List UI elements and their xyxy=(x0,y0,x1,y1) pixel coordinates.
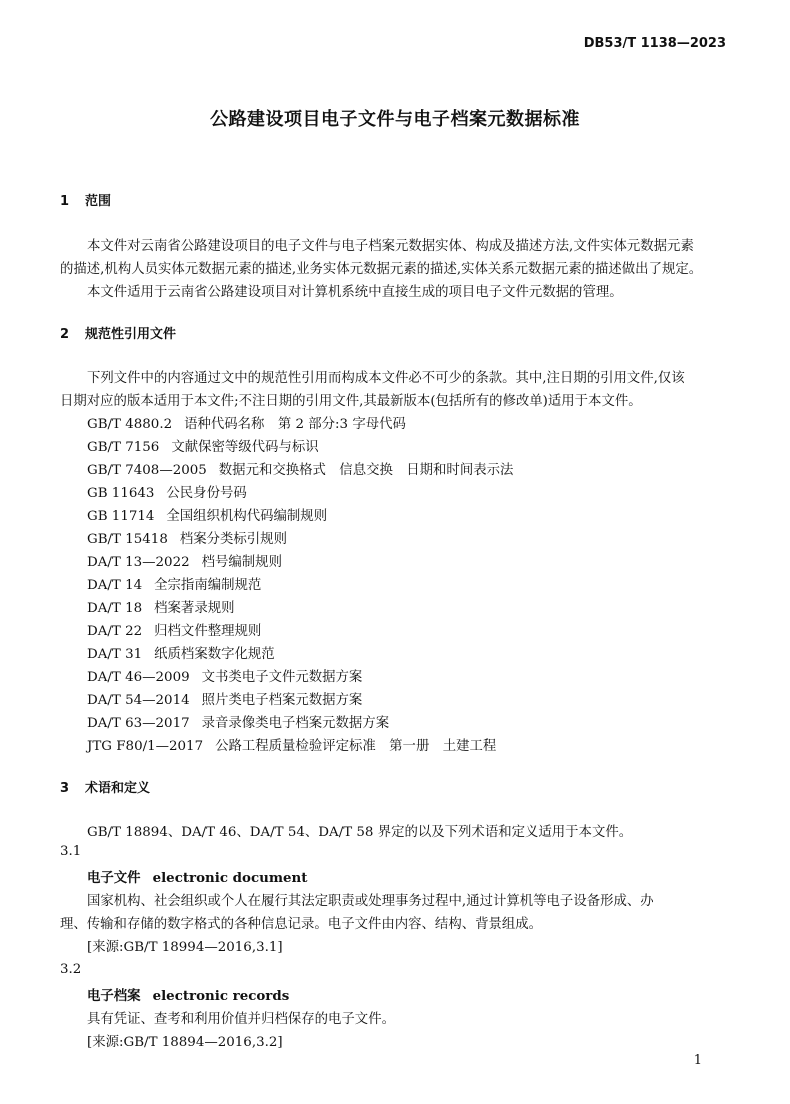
reference-code: DA/T 63—2017 xyxy=(87,716,190,731)
references-intro-line-2: 日期对应的版本适用于本文件;不注日期的引用文件,其最新版本(包括所有的修改单)适用于本文件。 xyxy=(60,394,642,409)
reference-code: DA/T 31 xyxy=(87,647,143,662)
term-definition-line-1: 国家机构、社会组织或个人在履行其法定职责或处理事务过程中,通过计算机等电子设备形成、办 xyxy=(87,894,654,909)
term-chinese: 电子文件 xyxy=(87,870,141,886)
term-entry xyxy=(87,867,307,886)
section-3-heading xyxy=(60,777,150,796)
reference-code: DA/T 54—2014 xyxy=(87,693,190,708)
reference-code: GB/T 7408—2005 xyxy=(87,463,207,478)
reference-title: 语种代码名称 第 2 部分:3 字母代码 xyxy=(184,417,406,432)
reference-item xyxy=(87,574,261,593)
reference-title: 档案分类标引规则 xyxy=(179,532,287,547)
scope-paragraph-1-line-2: 的描述,机构人员实体元数据元素的描述,业务实体元数据元素的描述,实体关系元数据元素的描述做出了规定。 xyxy=(60,262,703,277)
document-title: 公路建设项目电子文件与电子档案元数据标准 xyxy=(210,109,580,130)
section-number: 3 xyxy=(60,781,70,796)
section-number: 1 xyxy=(60,194,70,209)
reference-code: DA/T 13—2022 xyxy=(87,555,190,570)
term-source: [来源:GB/T 18894—2016,3.2] xyxy=(87,1035,283,1050)
scope-paragraph-1-line-1: 本文件对云南省公路建设项目的电子文件与电子档案元数据实体、构成及描述方法,文件实体元数据元素 xyxy=(87,239,694,254)
reference-code: DA/T 18 xyxy=(87,601,143,616)
scope-paragraph-2: 本文件适用于云南省公路建设项目对计算机系统中直接生成的项目电子文件元数据的管理。 xyxy=(87,285,623,300)
terms-intro: GB/T 18894、DA/T 46、DA/T 54、DA/T 58 界定的以及下列术语和定义适用于本文件。 xyxy=(87,825,633,840)
reference-item xyxy=(87,482,247,501)
page-number: 1 xyxy=(693,1053,702,1068)
reference-title: 归档文件整理规则 xyxy=(154,624,262,639)
section-1-heading xyxy=(60,190,111,209)
reference-item xyxy=(87,643,275,662)
section-number: 2 xyxy=(60,327,70,342)
term-chinese: 电子档案 xyxy=(87,988,141,1004)
reference-code: GB/T 7156 xyxy=(87,440,160,455)
reference-item xyxy=(87,413,406,432)
section-title: 规范性引用文件 xyxy=(85,327,177,342)
references-intro-line-1: 下列文件中的内容通过文中的规范性引用而构成本文件必不可少的条款。其中,注日期的引用文件,仅该 xyxy=(87,371,685,386)
reference-title: 档案著录规则 xyxy=(154,601,235,616)
term-entry xyxy=(87,985,289,1004)
clause-number: 3.2 xyxy=(60,962,82,977)
reference-title: 文书类电子文件元数据方案 xyxy=(201,670,363,685)
standard-number: DB53/T 1138—2023 xyxy=(583,36,726,51)
clause-number: 3.1 xyxy=(60,844,82,859)
reference-code: DA/T 46—2009 xyxy=(87,670,190,685)
term-english: electronic document xyxy=(152,870,308,886)
reference-title: 纸质档案数字化规范 xyxy=(154,647,275,662)
reference-code: GB 11714 xyxy=(87,509,155,524)
reference-title: 数据元和交换格式 信息交换 日期和时间表示法 xyxy=(218,463,514,478)
reference-item xyxy=(87,735,496,754)
reference-code: JTG F80/1—2017 xyxy=(87,739,204,754)
section-title: 范围 xyxy=(85,194,112,209)
reference-code: GB 11643 xyxy=(87,486,155,501)
reference-item xyxy=(87,712,389,731)
reference-item xyxy=(87,436,319,455)
reference-item xyxy=(87,666,362,685)
reference-title: 档号编制规则 xyxy=(201,555,282,570)
reference-item xyxy=(87,459,513,478)
reference-title: 照片类电子档案元数据方案 xyxy=(201,693,363,708)
reference-code: DA/T 22 xyxy=(87,624,143,639)
reference-code: GB/T 4880.2 xyxy=(87,417,173,432)
reference-item xyxy=(87,551,282,570)
term-definition-line-1: 具有凭证、查考和利用价值并归档保存的电子文件。 xyxy=(87,1012,395,1027)
reference-item xyxy=(87,689,362,708)
reference-title: 公路工程质量检验评定标准 第一册 土建工程 xyxy=(215,739,497,754)
reference-code: DA/T 14 xyxy=(87,578,143,593)
section-2-heading xyxy=(60,323,176,342)
reference-title: 文献保密等级代码与标识 xyxy=(171,440,319,455)
reference-title: 全宗指南编制规范 xyxy=(154,578,262,593)
reference-item xyxy=(87,528,287,547)
reference-item xyxy=(87,597,235,616)
term-source: [来源:GB/T 18994—2016,3.1] xyxy=(87,940,283,955)
reference-item xyxy=(87,505,327,524)
reference-title: 全国组织机构代码编制规则 xyxy=(166,509,328,524)
section-title: 术语和定义 xyxy=(85,781,151,796)
term-definition-line-2: 理、传输和存储的数字格式的各种信息记录。电子文件由内容、结构、背景组成。 xyxy=(60,917,543,932)
reference-code: GB/T 15418 xyxy=(87,532,168,547)
reference-title: 录音录像类电子档案元数据方案 xyxy=(201,716,390,731)
term-english: electronic records xyxy=(152,988,290,1004)
reference-item xyxy=(87,620,261,639)
reference-title: 公民身份号码 xyxy=(166,486,247,501)
